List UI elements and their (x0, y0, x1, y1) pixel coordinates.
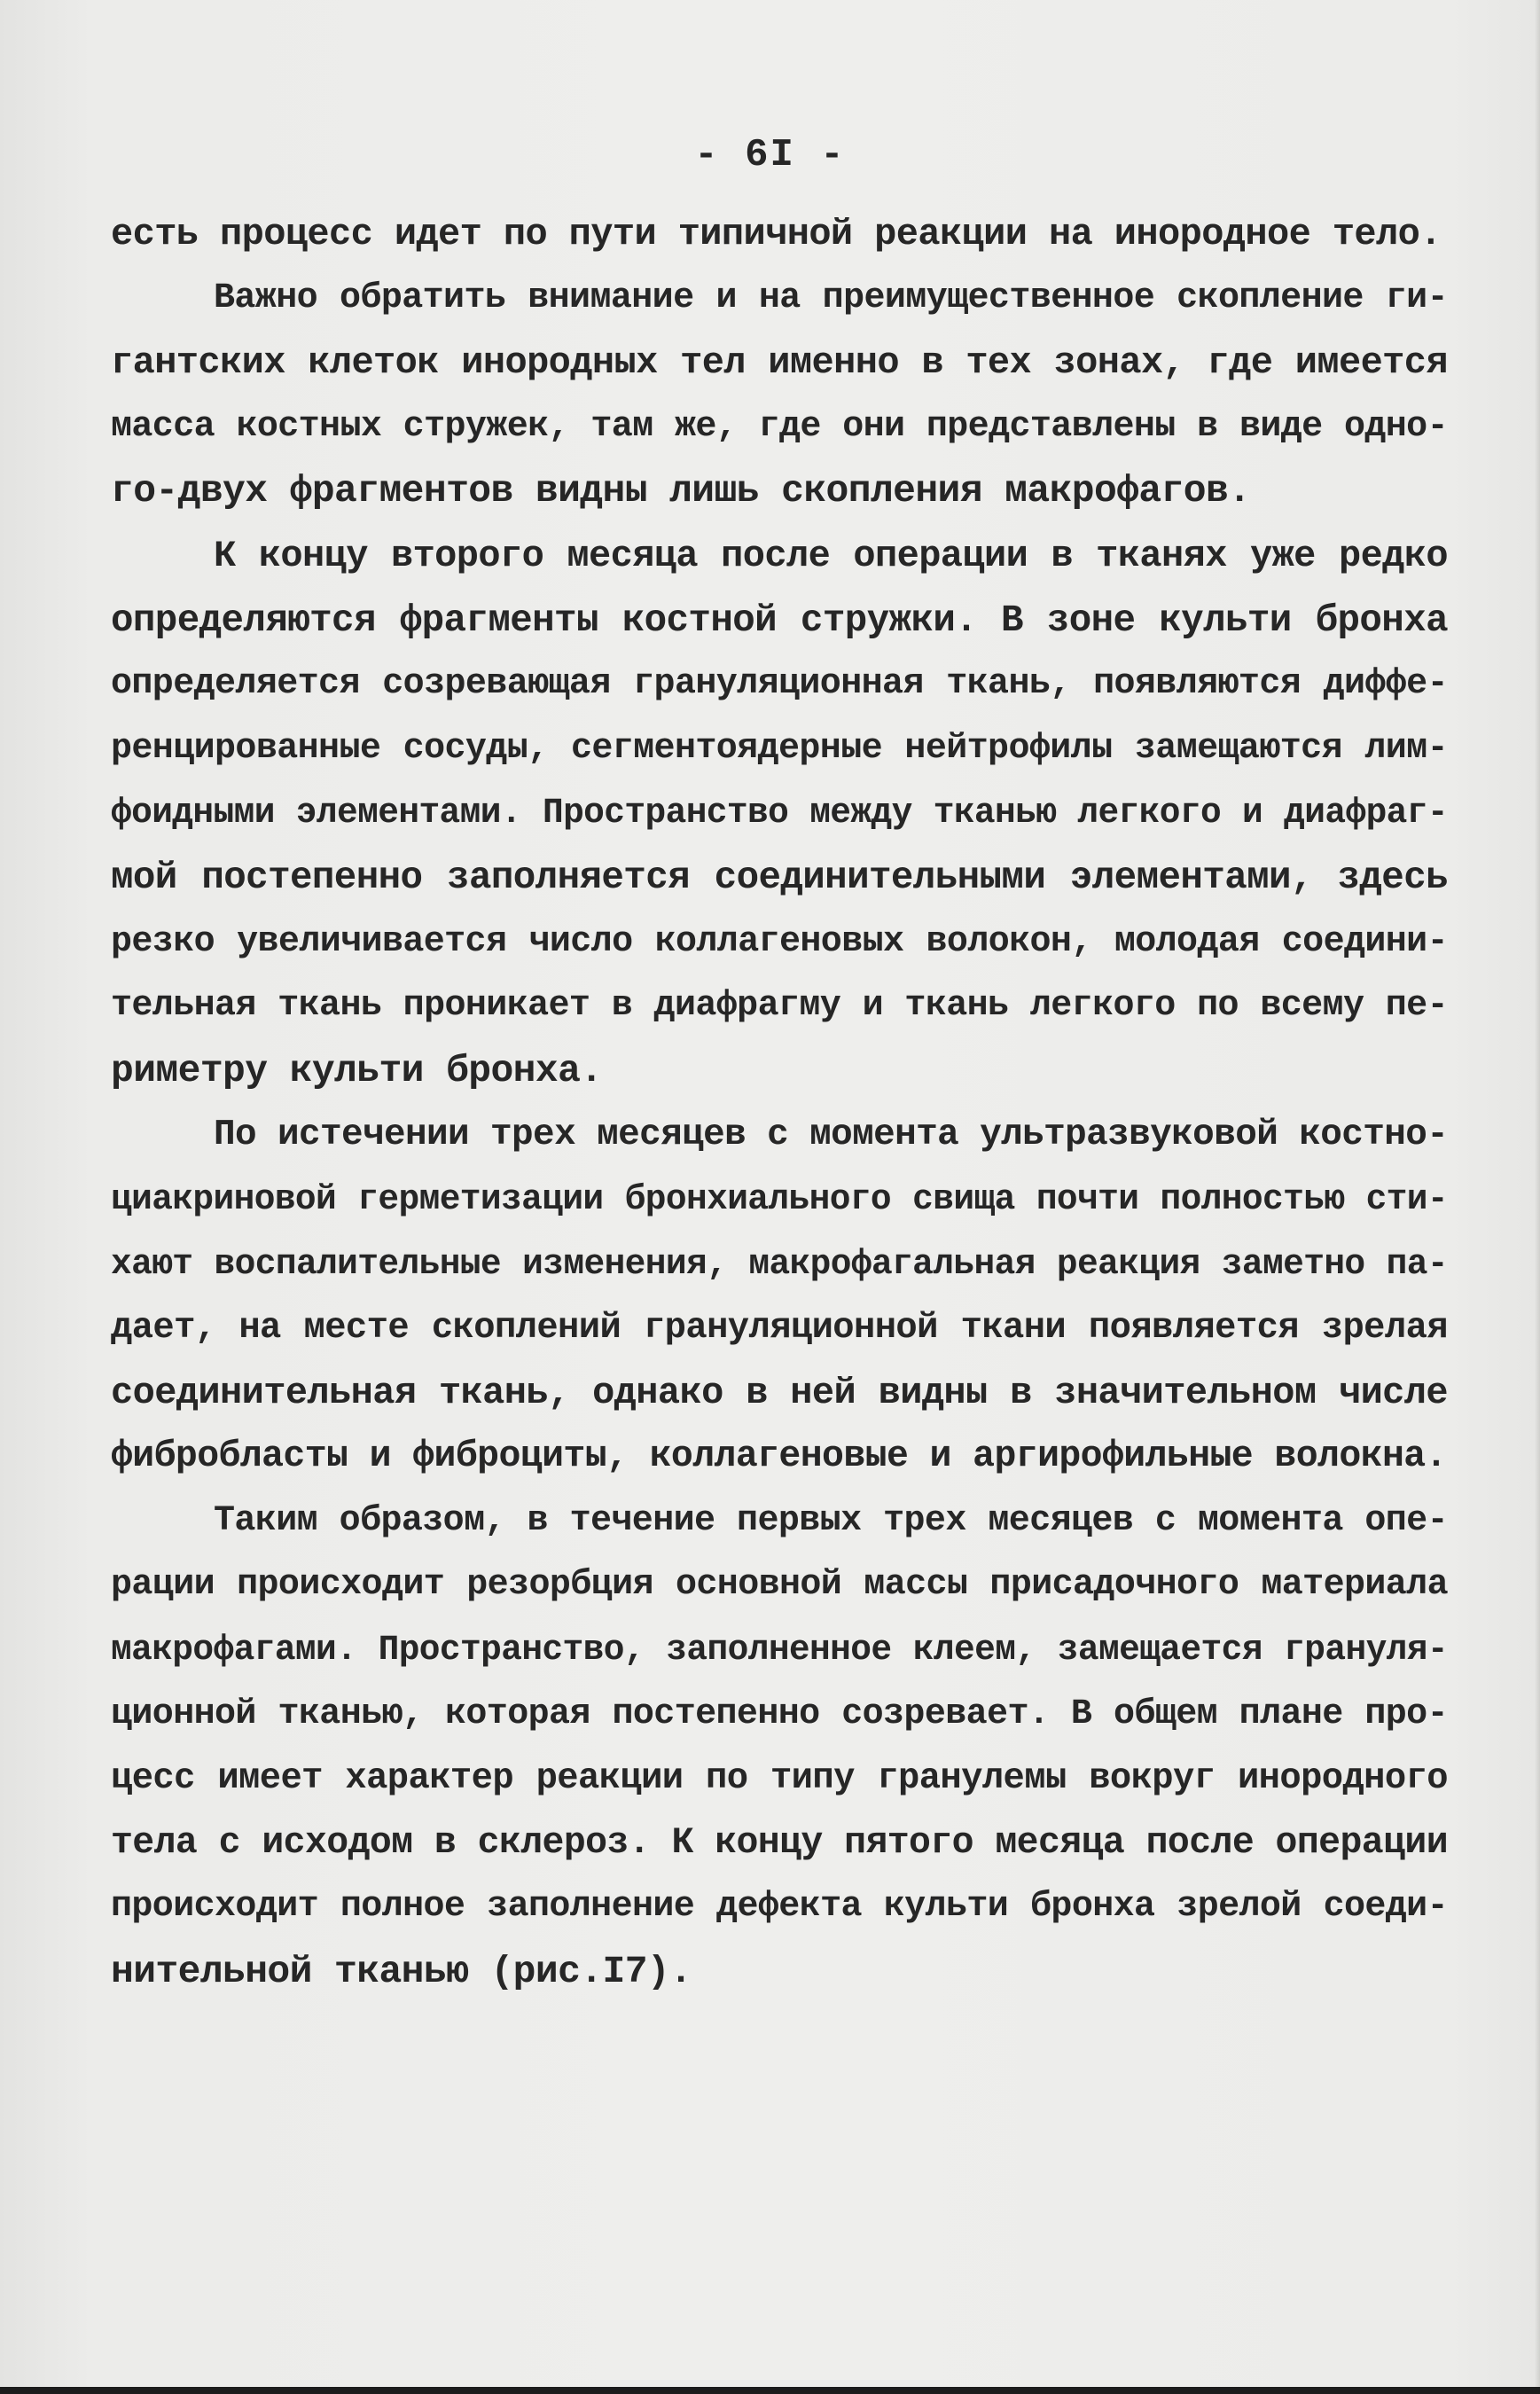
page-edge-shadow (1535, 0, 1540, 2394)
text-line: гантских клеток инородных тел именно в тех зонах, где имеется (111, 341, 1448, 385)
text-line: циакриновой герметизации бронхиального свища почти полностью сти- (111, 1178, 1448, 1219)
text-line: дает, на месте скоплений грануляционной ткани появляется зрелая (111, 1308, 1448, 1350)
text-line: ционной тканью, которая постепенно созревает. В общем плане про- (111, 1694, 1448, 1734)
text-line: определяются фрагменты костной стружки. В зоне культи бронха (111, 598, 1448, 642)
text-line: ренцированные сосуды, сегментоядерные нейтрофилы замещаются лим- (111, 728, 1448, 769)
text-line: фоидными элементами. Пространство между тканью легкого и диафраг- (111, 793, 1448, 833)
text-line: масса костных стружек, там же, где они представлены в виде одно- (111, 406, 1448, 447)
text-line: К концу второго месяца после операции в тканях уже редко (214, 534, 1448, 577)
text-line: происходит полное заполнение дефекта культи бронха зрелой соеди- (111, 1887, 1448, 1928)
page-number: - 6I - (694, 133, 846, 177)
body-text (111, 202, 1448, 2005)
text-line: макрофагами. Пространство, заполненное клеем, замещается грануля- (111, 1630, 1448, 1670)
text-line: резко увеличивается число коллагеновых волокон, молодая соедини- (111, 921, 1448, 962)
text-line: цесс имеет характер реакции по типу гранулемы вокруг инородного (111, 1758, 1448, 1800)
text-line: мой постепенно заполняется соединительными элементами, здесь (111, 856, 1448, 899)
text-line: тела с исходом в склероз. К концу пятого месяца после операции (111, 1821, 1448, 1864)
text-line: Таким образом, в течение первых трех месяцев с момента опе- (214, 1500, 1448, 1541)
text-line: хают воспалительные изменения, макрофагальная реакция заметно па- (111, 1243, 1448, 1284)
text-line: тельная ткань проникает в диафрагму и ткань легкого по всему пе- (111, 986, 1448, 1027)
text-line: фибробласты и фиброциты, коллагеновые и аргирофильные волокна. (111, 1436, 1447, 1478)
text-line: определяется созревающая грануляционная ткань, появляются диффе- (111, 664, 1448, 705)
text-line: есть процесс идет по пути типичной реакции на инородное тело. (111, 213, 1442, 255)
scan-bottom-border (0, 2387, 1540, 2394)
text-line: По истечении трех месяцев с момента ультразвуковой костно- (214, 1115, 1448, 1156)
text-line: го-двух фрагментов видны лишь скопления макрофагов. (111, 469, 1251, 513)
text-line: соединительная ткань, однако в ней видны в значительном числе (111, 1371, 1448, 1414)
text-line: нительной тканью (рис.I7). (111, 1950, 692, 1994)
text-line: риметру культи бронха. (111, 1048, 603, 1092)
text-line: рации происходит резорбция основной массы присадочного материала (111, 1565, 1448, 1606)
text-line: Важно обратить внимание и на преимущественное скопление ги- (214, 278, 1448, 318)
